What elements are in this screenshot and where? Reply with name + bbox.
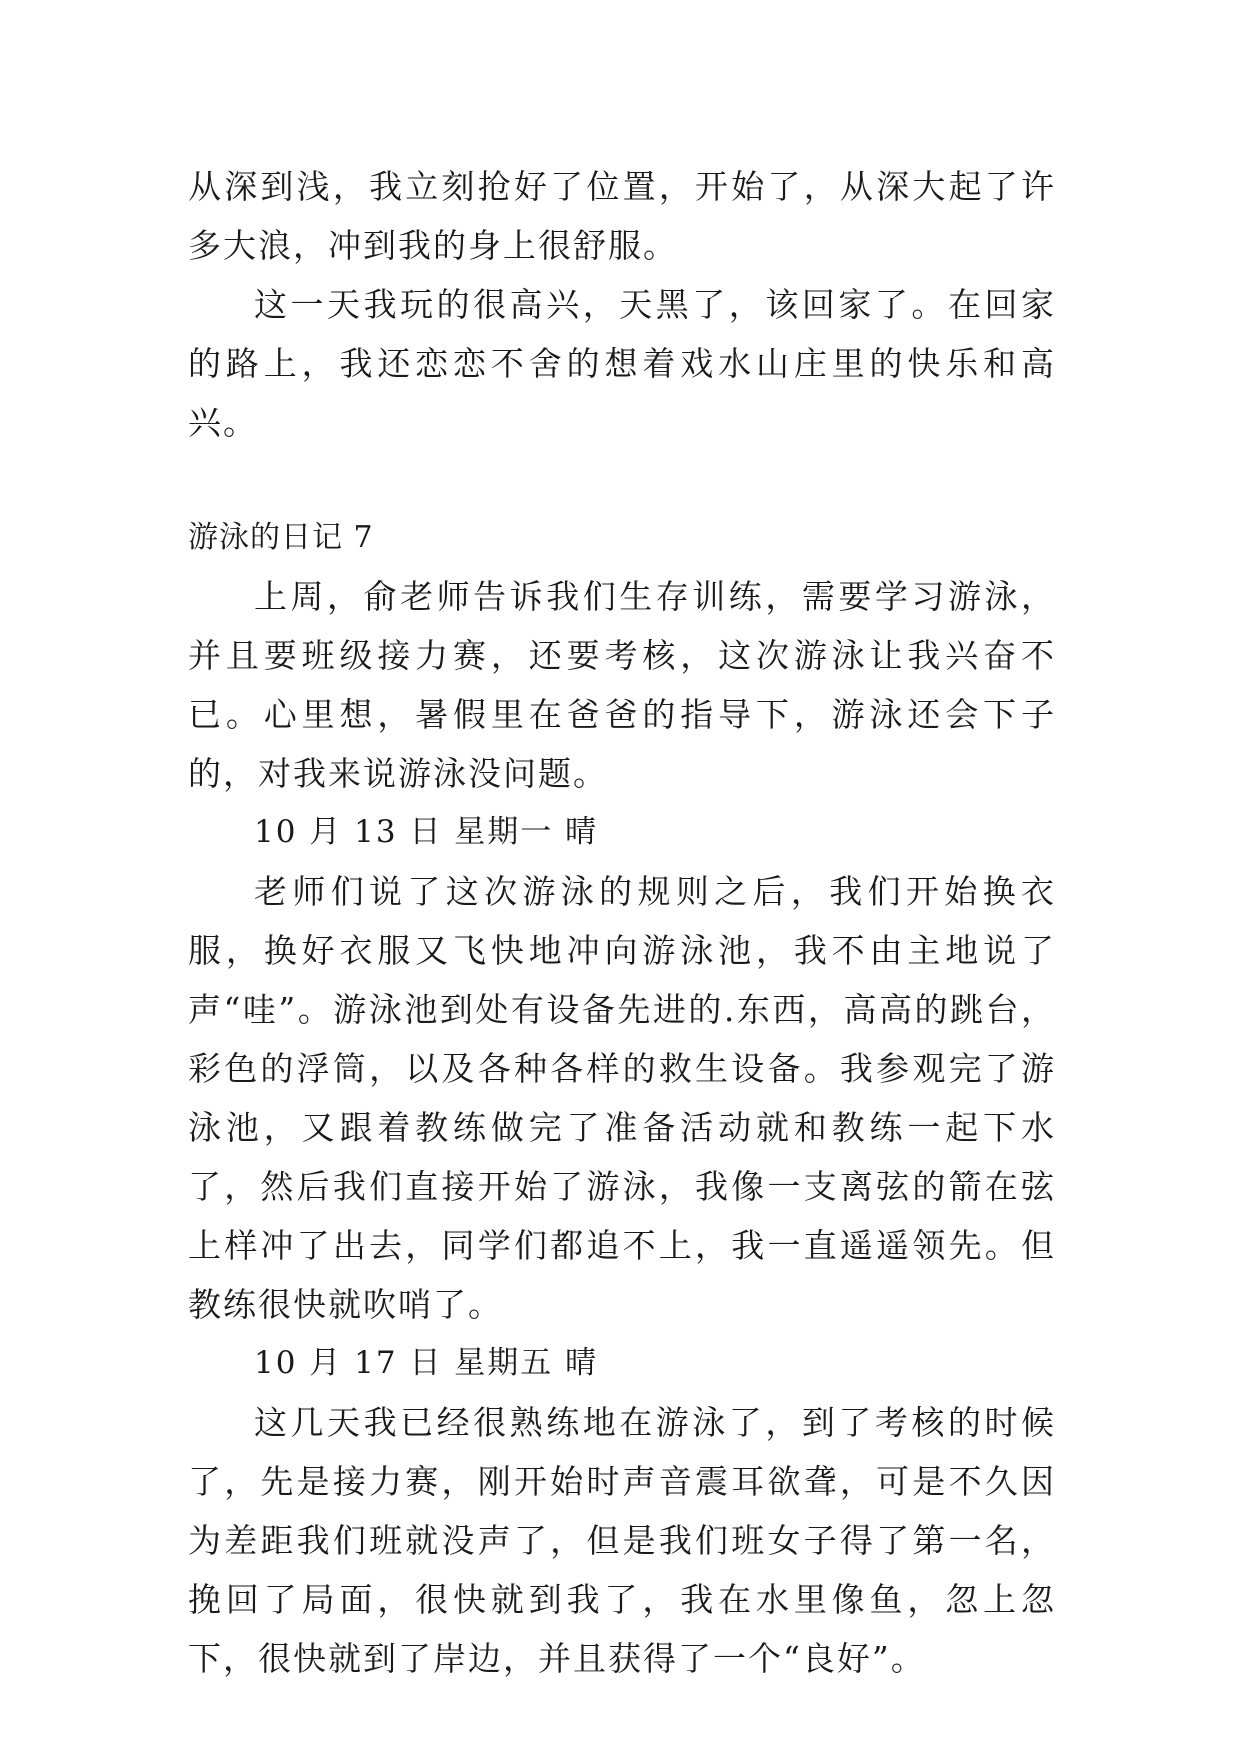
paragraph-5: 这几天我已经很熟练地在游泳了，到了考核的时候了，先是接力赛，刚开始时声音震耳欲聋，可是不久因为差距我们班就没声了，但是我们班女子得了第一名，挽回了局面，很快就到我了，我在水里像鱼，忽上忽下，很快就到了岸边，并且获得了一个“良好”。 (188, 1403, 1056, 1678)
date-line-1: 10 月 13 日 星期一 晴 (254, 814, 599, 850)
paragraph-4: 老师们说了这次游泳的规则之后，我们开始换衣服，换好衣服又飞快地冲向游泳池，我不由主地说了声“哇”。游泳池到处有设备先进的.东西，高高的跳台，彩色的浮筒，以及各种各样的救生设备。我参观完了游泳池，又跟着教练做完了准备活动就和教练一起下水了，然后我们直接开始了游泳，我像一支离弦的箭在弦上样冲了出去，同学们都追不上，我一直遥遥领先。但教练很快就吹哨了。 (188, 872, 1056, 1324)
paragraph-2: 这一天我玩的很高兴，天黑了，该回家了。在回家的路上，我还恋恋不舍的想着戏水山庄里的快乐和高兴。 (188, 285, 1056, 442)
paragraph-1: 从深到浅，我立刻抢好了位置，开始了，从深大起了许多大浪，冲到我的身上很舒服。 (188, 167, 1056, 265)
document-body (188, 157, 1056, 1688)
paragraph-3: 上周，俞老师告诉我们生存训练，需要学习游泳，并且要班级接力赛，还要考核，这次游泳让我兴奋不已。心里想，暑假里在爸爸的指导下，游泳还会下子的，对我来说游泳没问题。 (188, 577, 1056, 793)
section-heading: 游泳的日记 7 (188, 520, 374, 555)
date-line-2: 10 月 17 日 星期五 晴 (254, 1345, 599, 1381)
